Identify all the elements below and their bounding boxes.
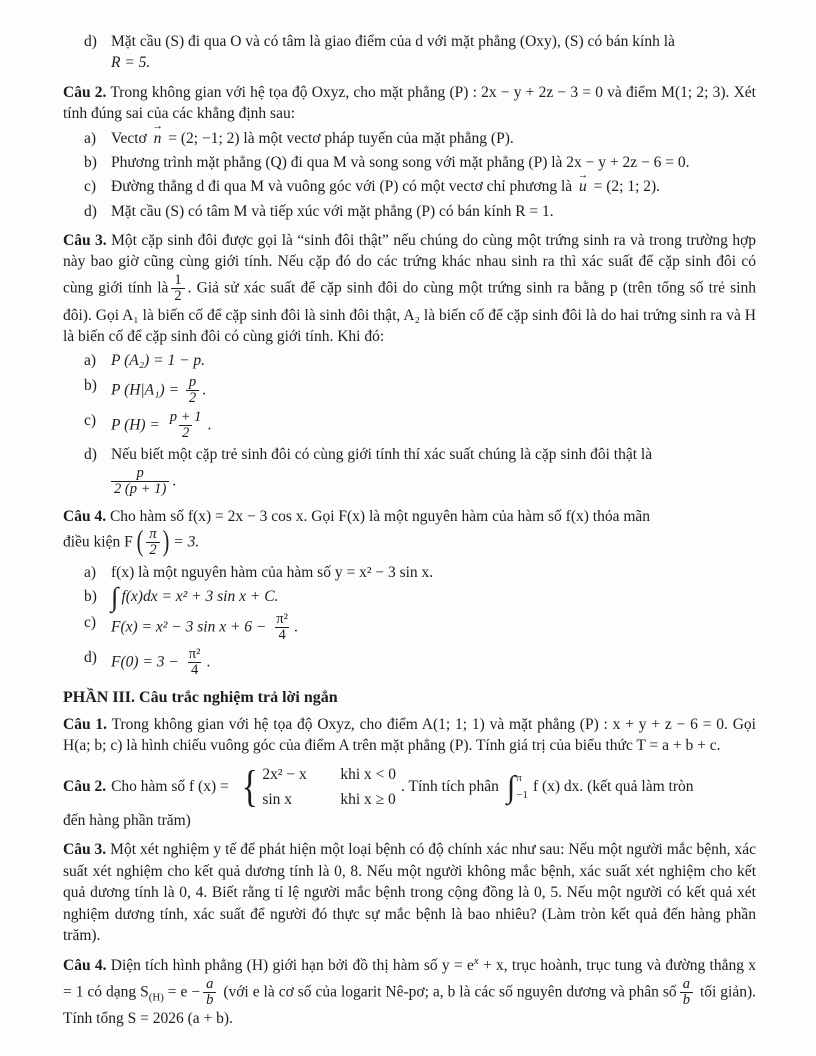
option-label: d) xyxy=(84,648,97,666)
option-content xyxy=(111,410,756,442)
fraction-denominator: 2 xyxy=(171,288,184,304)
option-label: c) xyxy=(84,613,97,631)
p2-q4-option-d xyxy=(63,647,756,679)
option-label: a) xyxy=(84,563,97,581)
fraction-numerator: p xyxy=(188,373,197,390)
fraction xyxy=(171,273,184,305)
p3-q2-last-line xyxy=(63,810,756,831)
option-text: Mặt cầu (S) đi qua O và có tâm là giao điểm của d với mặt phẳng (Oxy), (S) có bán kính là xyxy=(111,33,675,50)
question-text: . Giả sử xác suất để cặp sinh đôi do cùng một trứng sinh ra bằng p (trên tổng số trẻ sinh đôi). Gọi A₁ là biến cố để cặp sinh đôi là sinh đôi thật, A₂ là biến cố để cặp sinh đôi là do hai trứng sinh ra và H là biến cố để cặp sinh đôi có cùng giới tính. Khi đó: xyxy=(63,279,756,345)
p3-q3 xyxy=(63,839,756,946)
option-text: . xyxy=(202,381,207,399)
part3-heading: PHẦN III. Câu trắc nghiệm trả lời ngắn xyxy=(63,689,338,707)
option-label: d) xyxy=(84,202,97,220)
fraction-numerator: p xyxy=(136,464,144,481)
open-paren: ( xyxy=(136,526,144,559)
close-paren: ) xyxy=(162,526,170,559)
option-text: . xyxy=(293,618,298,636)
piecewise-cases xyxy=(262,764,396,810)
option-content xyxy=(111,582,756,613)
option-formula: P (H) = xyxy=(111,416,160,434)
option-formula: R = 5. xyxy=(111,54,151,72)
p2-q4-option-c xyxy=(63,612,756,644)
option-content xyxy=(111,612,756,644)
question-text: đến hàng phần trăm) xyxy=(63,812,191,830)
p3-q2-row xyxy=(63,761,756,812)
question-text: tối giản). Tính tổng S = 2026 (a + b). xyxy=(63,983,756,1028)
option-label: d) xyxy=(84,446,97,464)
option-text: Đường thẳng d đi qua M và vuông góc với (P) có một vectơ chỉ phương là xyxy=(111,178,573,196)
option-label: a) xyxy=(84,352,97,370)
subscript: (H) xyxy=(148,990,164,1003)
integral-sign: ∫ xyxy=(506,768,516,804)
fraction xyxy=(680,977,693,1009)
vector-u-arrow: → u xyxy=(579,176,587,197)
question-text: (với e là cơ số của logarit Nê-pơ; a, b là các số nguyên dương và phân số xyxy=(223,983,677,1001)
question-label: Câu 1. xyxy=(63,715,108,733)
p3-q4 xyxy=(63,954,756,1030)
question-text: Một xét nghiệm y tế để phát hiện một loại bệnh có độ chính xác như sau: Nếu một người mắc bệnh, xác suất xét nghiệm cho kết quả dương tính là 0, 8. Nếu một người không mắc bệnh, xác suất xét nghiệm cho kết quả dương tính là 0, 4. Biết rằng tỉ lệ người mắc bệnh trong cộng đồng là 0, 5. Nếu một người có kết quả xét nghiệm dương tính, xác suất để người đó thực sự mắc bệnh là bao nhiêu? (Làm tròn kết quả đến hàng phần trăm). xyxy=(63,841,756,944)
fraction-denominator: 4 xyxy=(275,627,288,643)
option-text: Mặt cầu (S) có tâm M và tiếp xúc với mặt phẳng (P) có bán kính R = 1. xyxy=(111,202,554,220)
option-label: b) xyxy=(84,376,97,394)
option-content xyxy=(111,647,756,679)
p3-q1 xyxy=(63,714,756,757)
p2-q4-option-a xyxy=(63,562,756,583)
fraction-numerator: a xyxy=(682,975,690,992)
option-formula-line xyxy=(111,466,756,498)
question-label: Câu 2. xyxy=(63,83,107,101)
fraction-numerator: π xyxy=(149,526,157,542)
question-text: = e − xyxy=(167,983,201,1001)
p2-q3-option-d xyxy=(63,444,756,497)
p2-q2-option-a xyxy=(63,128,756,149)
fraction-numerator: p + 1 xyxy=(169,408,202,425)
fraction-denominator: 2 (p + 1) xyxy=(111,481,169,497)
question-label: Câu 3. xyxy=(63,841,107,859)
fraction-denominator: 2 xyxy=(179,425,192,441)
question-text: Cho hàm số f(x) = 2x − 3 cos x. Gọi F(x) là một nguyên hàm của hàm số f(x) thỏa mãn xyxy=(109,507,651,525)
p2-q2-intro xyxy=(63,82,756,125)
case-expression: 2x² − x xyxy=(262,766,307,784)
option-label: c) xyxy=(84,411,97,429)
question-text: Trong không gian với hệ tọa độ Oxyz, cho mặt phẳng (P) : 2x − y + 2z − 3 = 0 và điểm M(1; 2; 3). Xét tính đúng sai của các khẳng định sau: xyxy=(63,83,756,123)
fraction-numerator: π² xyxy=(188,645,201,662)
question-label: Câu 4. xyxy=(63,507,107,525)
case-expression: sin x xyxy=(262,790,293,808)
question-text: + x, trục hoành, trục tung và đường thẳng x = 1 có dạng S xyxy=(63,957,756,1001)
brace-icon: { xyxy=(241,761,258,812)
question-text: điều kiện F xyxy=(63,533,133,551)
option-text: = (2; 1; 2). xyxy=(593,178,661,196)
option-text: . xyxy=(207,416,212,434)
option-text: Nếu biết một cặp trẻ sinh đôi có cùng giới tính thí xác suất chúng là cặp sinh đôi thật là xyxy=(111,446,653,464)
p2-q2-option-b xyxy=(63,152,756,173)
option-label: c) xyxy=(84,178,97,196)
fraction-denominator: b xyxy=(680,992,693,1008)
p2-q3-option-a xyxy=(63,350,756,371)
fraction xyxy=(186,375,199,407)
p2-q4-intro-line2 xyxy=(63,527,756,559)
exponent: x xyxy=(473,955,479,968)
option-text: . xyxy=(206,653,211,671)
piecewise-case-1 xyxy=(262,764,396,785)
question-text: Trong không gian với hệ tọa độ Oxyz, cho điểm A(1; 1; 1) và mặt phẳng (P) : x + y + z − 6 = 0. Gọi H(a; b; c) là hình chiếu vuông góc của điểm A trên mặt phẳng (P). Tính giá trị của biểu thức T = a + b + c. xyxy=(63,715,756,754)
option-label: b) xyxy=(84,588,97,606)
option-text: . xyxy=(172,472,177,490)
option-text: Phương trình mặt phẳng (Q) đi qua M và song song với mặt phẳng (P) là 2x − y + 2z − 6 = 0. xyxy=(111,153,690,171)
integral-lower-limit: −1 xyxy=(516,789,528,802)
piecewise-function xyxy=(239,761,397,812)
option-content xyxy=(111,375,756,407)
vector-n-arrow: → n xyxy=(154,128,162,149)
option-label: b) xyxy=(84,153,97,171)
option-content xyxy=(111,31,756,74)
question-text: . Tính tích phân xyxy=(401,778,499,796)
option-label: d) xyxy=(84,33,97,50)
piecewise-case-2 xyxy=(262,789,396,810)
option-content xyxy=(111,444,756,497)
option-text: = (2; −1; 2) là một vectơ pháp tuyến của mặt phẳng (P). xyxy=(168,129,514,147)
case-condition: khi x < 0 xyxy=(340,766,397,784)
option-text: f(x) là một nguyên hàm của hàm số y = x² − 3 sin x. xyxy=(111,563,434,581)
option-content xyxy=(111,128,756,149)
fraction-denominator: b xyxy=(203,992,216,1008)
question-text: Một cặp sinh đôi được gọi là “sinh đôi thật” nếu chúng do cùng một trứng sinh ra và trong trường hợp này bao giờ cũng cùng giới tính. Nếu cặp đó do các trứng khác nhau sinh ra thì xác suất để cặp sinh đôi có cùng giới tính là xyxy=(63,232,757,297)
question-label: Câu 2. xyxy=(63,778,107,796)
p2-q4-option-b xyxy=(63,582,756,613)
fraction xyxy=(167,410,205,442)
p2-q3-option-b xyxy=(63,375,756,407)
option-label: a) xyxy=(84,129,97,147)
integral-limits xyxy=(516,773,528,801)
option-content xyxy=(111,176,756,197)
option-formula: f(x)dx = x² + 3 sin x + C. xyxy=(121,588,279,606)
fraction-denominator: 4 xyxy=(188,662,201,678)
case-condition: khi x ≥ 0 xyxy=(340,790,396,808)
fraction-numerator: 1 xyxy=(174,271,182,288)
option-formula: P (A₂) = 1 − p. xyxy=(111,352,206,370)
option-formula: P (H|A₁) = xyxy=(111,381,180,399)
p2-q3-intro xyxy=(63,230,756,347)
fraction xyxy=(186,647,204,679)
fraction-denominator: 2 xyxy=(146,542,159,558)
option-text: Vectơ xyxy=(111,129,147,147)
p2-q1-option-d xyxy=(63,31,756,74)
question-label: Câu 4. xyxy=(63,957,107,975)
fraction-numerator: a xyxy=(206,975,214,992)
option-formula: F(x) = x² − 3 sin x + 6 − xyxy=(111,618,267,636)
fraction xyxy=(111,466,169,498)
fraction xyxy=(203,977,216,1009)
fraction-numerator: π² xyxy=(276,610,288,627)
question-text: Cho hàm số f (x) = xyxy=(111,778,229,796)
question-text: f (x) dx. (kết quả làm tròn xyxy=(532,778,694,796)
p2-q2-option-c xyxy=(63,176,756,197)
p2-q4-intro xyxy=(63,506,756,527)
question-formula: = 3. xyxy=(173,533,200,551)
fraction-denominator: 2 xyxy=(186,390,199,406)
integral-sign: ∫ xyxy=(111,582,119,613)
integral-upper-limit: π xyxy=(516,772,522,785)
p2-q3-option-c xyxy=(63,410,756,442)
question-label: Câu 3. xyxy=(63,232,107,249)
fraction xyxy=(273,612,291,644)
fraction xyxy=(146,527,159,559)
p2-q2-option-d xyxy=(63,201,756,222)
option-formula: F(0) = 3 − xyxy=(111,653,179,671)
definite-integral xyxy=(506,768,528,804)
question-text: Diện tích hình phẳng (H) giới hạn bởi đồ thị hàm số y = e xyxy=(110,957,474,975)
